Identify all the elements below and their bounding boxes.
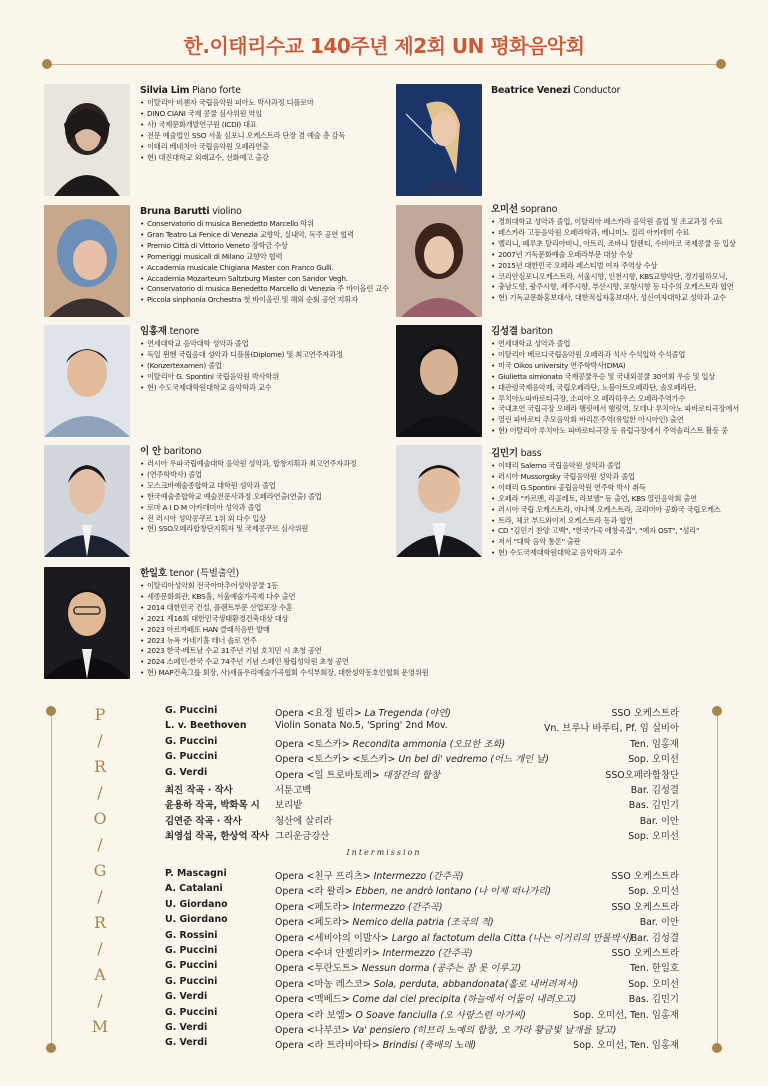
bio-line: • 이탈리아 비첸자 국립음악원 피아노 박사과정 디플로마 — [140, 98, 345, 109]
performer: Bar. 김성결 — [630, 784, 679, 796]
performer: Sop. 오미선 — [628, 831, 679, 843]
performer: Bar. 김성결 — [630, 932, 679, 944]
performer: Ten. 임홍재 — [630, 738, 679, 750]
bio-line: • 이태리 베네치아 국립음악원 오페라연출 — [140, 142, 345, 153]
performer: SSO 오케스트라 — [611, 871, 679, 882]
program-row — [165, 767, 685, 782]
program-row — [165, 960, 685, 975]
work: 서툰고백 — [275, 784, 312, 796]
performer-name: 김민기 — [491, 448, 518, 459]
composer: G. Puccini — [165, 705, 218, 716]
bio-line: • 2007년 기독문화예술 오페라부문 대상 수상 — [491, 250, 736, 261]
bio-line: • 연세대학교 음악대학 성악과 졸업 — [140, 339, 343, 350]
work: Opera <세비야의 이발사> Largo al factotum della Citta (나는 이거리의 만물박사) — [275, 932, 633, 944]
program-dot-tl — [46, 706, 56, 716]
performer-name: 오미선 — [491, 204, 518, 215]
top-left-dot — [42, 59, 52, 69]
program-right-line — [717, 711, 718, 1048]
bio-line: • 러시아 Mussorgsky 국립음악원 성악과 졸업 — [491, 472, 721, 483]
work: Opera <일 트로바토레> 대장간의 합창 — [275, 769, 441, 781]
program-dot-bl — [46, 1043, 56, 1053]
program-letter: O — [93, 809, 107, 828]
photo-bruna-barutti — [44, 205, 130, 317]
bio-line: • 현) 수도국제대학원대학교 음악학과 교수 — [491, 548, 721, 559]
bio-line: • 2023 한국-베트남 수교 31주년 기념 호치민 시 초청 공연 — [140, 646, 428, 657]
program-row — [165, 976, 685, 991]
composer: G. Puccini — [165, 1006, 218, 1018]
photo-im-hongjae — [44, 325, 130, 437]
bio-line: • DINO CIANI 국제 콩쿨 심사위원 역임 — [140, 109, 345, 120]
bio-line: • (Konzertexamen) 졸업 — [140, 361, 343, 372]
work: Violin Sonata No.5, 'Spring' 2nd Mov. — [275, 720, 448, 732]
work: Opera <페도라> Nemico della patria (조국의 적) — [275, 917, 494, 929]
performer-name: Silvia Lim — [140, 85, 190, 96]
performer: SSO 오케스트라 — [611, 708, 679, 719]
program-row — [165, 751, 685, 766]
bio-line: • 2023 아르까떼또 HAN 클래식음반 발매 — [140, 625, 428, 636]
program-row — [165, 736, 685, 751]
bio-line: • 경희대학교 성악과 졸업, 이탈리아 페스카라 음악원 졸업 및 조교과정 수료 — [491, 217, 736, 228]
program-letter: / — [97, 887, 103, 906]
composer: G. Puccini — [165, 960, 218, 972]
bio-kim-mingi — [491, 447, 721, 559]
composer: L. v. Beethoven — [165, 720, 247, 732]
program-letter: R — [93, 757, 107, 776]
performer: Bas. 김민기 — [628, 800, 679, 812]
bio-line: • 미국 Oikos university 연주학박사(DMA) — [491, 361, 739, 372]
bio-line: • 현) SSO오페라합창단지휘자 및 국제콩쿠르 심사위원 — [140, 524, 357, 535]
bio-line: • 저서 "대학 음악 통론" 출판 — [491, 537, 721, 548]
bio-im-hongjae — [140, 325, 343, 394]
work: Opera <라 보엠> O Soave fanciulla (오 사랑스런 아가씨) — [275, 1009, 526, 1021]
bio-line: • 러시아 국립 오케스트라, 야나첵 오케스트라, 크리미아 공화국 국립오케스 — [491, 505, 721, 516]
photo-lee-an — [44, 445, 130, 557]
program-row — [165, 930, 685, 945]
performer-role: tenor (특별출연) — [169, 568, 240, 579]
bio-lee-an — [140, 445, 357, 535]
bio-line: • Conservatorio di musica Benedetto Marcello di Venezia 주 바이올린 교수 — [140, 284, 389, 295]
work: Opera <나부코> Va' pensiero (히브리 노예의 합창, 오 가라 황금빛 날개를 달고) — [275, 1024, 617, 1036]
bio-line: • Premio Città di Vittorio Veneto 장학금 수상 — [140, 241, 389, 252]
bio-line: • 사) 국제문화개발연구원 (ICDI) 대표 — [140, 120, 345, 131]
performer: Sop. 오미선 — [628, 978, 679, 990]
program-letter: / — [97, 939, 103, 958]
composer: G. Puccini — [165, 751, 218, 763]
bio-line: • 연세대학교 성악과 졸업 — [491, 339, 739, 350]
bio-line: • 현) 대진대학교 외래교수, 선화예고 출강 — [140, 153, 345, 164]
performer: Sop. 오미선, Ten. 임홍재 — [573, 1040, 679, 1052]
program-letter: / — [97, 991, 103, 1010]
bio-line: • 충남도향, 광주시향, 제주시향, 부산시향, 포항시향 등 다수의 오케스트라 협연 — [491, 282, 736, 293]
bio-line: • (연주학박사) 졸업 — [140, 470, 357, 481]
program-row — [165, 813, 685, 828]
bio-line: • 전문 예술법인 SSO 서울 심포니 오케스트라 단장 겸 예술 총 감독 — [140, 131, 345, 142]
photo-kim-sunggyul — [396, 325, 482, 437]
bio-line: • Pomeriggi musicali di Milano 교향악 협력 — [140, 252, 389, 263]
work: 청산에 살리라 — [275, 815, 333, 827]
program-dot-tr — [712, 706, 722, 716]
bio-line: • Piccola sinphonia Orchestra 첫 바이올린 및 해외 순회 공연 지휘자 — [140, 295, 389, 306]
work: Opera <라 왈리> Ebben, ne andrò lontano (나 이제 떠나가리) — [275, 886, 551, 898]
bio-line: • 이탈리아성악회 전국아마추어성악콩쿨 1등 — [140, 581, 428, 592]
program-letter: R — [93, 913, 107, 932]
bio-line: • Accademia Mozarteum Saltzburg Master con Sandor Vegh. — [140, 274, 389, 285]
performer-role: violino — [212, 206, 242, 217]
performer: Sop. 오미선 — [628, 886, 679, 898]
program-letter: / — [97, 731, 103, 750]
performer: Bar. 이안 — [639, 815, 679, 827]
bio-line: • Conservatorio di musica Benedetto Marcello 학위 — [140, 219, 389, 230]
composer: G. Puccini — [165, 735, 218, 747]
program-letter: A — [94, 965, 106, 984]
bio-line: • 루치아노파바로티극장, 소피아 오 페라하우스 오페라주역가수 — [491, 394, 739, 405]
work: Opera <요정 빌리> La Tregenda (야연) — [275, 708, 451, 719]
composer: 김연준 작곡 · 작사 — [165, 815, 242, 827]
bio-line: • 이탈리아 베르디국립음악원 오페라과 석사 수석입학 수석졸업 — [491, 350, 739, 361]
performer-role: Conductor — [573, 85, 621, 96]
performer-role: soprano — [520, 204, 558, 215]
bio-line: • 벨리니, 페루초 탈리아비니, 아트리, 조바니 탈렌티, 수비아코 국제콩쿨 등 입상 — [491, 239, 736, 250]
composer: 최진 작곡 · 작사 — [165, 784, 233, 796]
bio-line: • 현) 이탈리아 루치아노 파바로티극장 등 유럽극장에서 주역솔리스트 활동 중 — [491, 426, 739, 437]
composer: G. Verdi — [165, 991, 208, 1003]
bio-line: • 현) 기독교문화홍보대사, 대한적십자홍보대사, 성신여자대학교 성악과 교수 — [491, 293, 736, 304]
program-letter: P — [94, 705, 106, 724]
bio-line: • 이태리 Salerno 국립음악원 성악과 졸업 — [491, 461, 721, 472]
photo-han-ilho — [44, 567, 130, 679]
bio-line: • 코리안심포니오케스트라, 서울시향, 인천시향, KBS교향악단, 경기필하모닉, — [491, 272, 736, 283]
work: Opera <마농 레스코> Sola, perduta, abbandonata(홀로 내버려져서) — [275, 978, 579, 990]
page-title: 한.이태리수교 140주년 제2회 UN 평화음악회 — [183, 34, 585, 58]
photo-beatrice-venezi — [396, 84, 482, 196]
composer: 최영섭 작곡, 한상억 작사 — [165, 831, 269, 843]
performer: Sop. 오미선 — [628, 754, 679, 766]
performer-role: bass — [520, 448, 542, 459]
bio-line: • 페스카라 고등음악원 오페라학과, 베니미노 질리 아카데미 수료 — [491, 228, 736, 239]
performer: SSO 오케스트라 — [611, 947, 679, 959]
performer-name: 임홍재 — [140, 326, 167, 337]
performer: Bar. 이안 — [639, 917, 679, 929]
bio-line: • 이태리 G.Spontini 공립음악원 연주학 박사 취득 — [491, 483, 721, 494]
program-row — [165, 797, 685, 812]
composer: U. Giordano — [165, 898, 228, 910]
composer: P. Mascagni — [165, 868, 227, 879]
program-row — [165, 991, 685, 1006]
bio-line: • 2015년 대한민국 오페라 페스티벌 여자 주역상 수상 — [491, 261, 736, 272]
bio-oh-misun — [491, 203, 736, 304]
program-left-line — [51, 711, 52, 1048]
top-divider — [47, 64, 721, 65]
bio-line: • 2014 대한민국 건설, 플랜트부문 산업포장 수훈 — [140, 603, 428, 614]
bio-silvia-lim — [140, 84, 345, 163]
program-dot-br — [712, 1043, 722, 1053]
program-letter: / — [97, 783, 103, 802]
work: Opera <라 트라비아타> Brindisi (축배의 노래) — [275, 1040, 477, 1052]
program-row — [165, 883, 685, 898]
top-right-dot — [716, 59, 726, 69]
program-row — [165, 1022, 685, 1037]
program-row — [165, 945, 685, 960]
composer: G. Rossini — [165, 929, 218, 941]
program-letter: M — [91, 1017, 109, 1036]
bio-line: • 대관령국제음악제, 국립오페라단, 노블아트오페라단, 솔오페라단, — [491, 383, 739, 394]
work: 보리밭 — [275, 800, 303, 812]
photo-silvia-lim — [44, 84, 130, 196]
program-part-2 — [165, 868, 685, 1053]
program-row — [165, 720, 685, 735]
performer-role: baritono — [163, 446, 202, 457]
work: Opera <투란도트> Nessun dorma (공주는 잠 못 이루고) — [275, 963, 522, 975]
composer: U. Giordano — [165, 914, 228, 926]
bio-line: • 현) MAP건축그룹 회장, 사)세움우리예술가곡협회 수석부회장, 대한성악동호인협회 운영위원 — [140, 668, 428, 679]
program-row — [165, 1037, 685, 1052]
bio-bruna-barutti — [140, 205, 389, 306]
bio-line: • 오페라 "카르멘, 리골레토, 라보엠" 등 출연, KBS 열린음악회 출연 — [491, 494, 721, 505]
bio-line: • 로마 A I D M 아카데미아 성악과 졸업 — [140, 503, 357, 514]
photo-oh-misun — [396, 205, 482, 317]
work: Opera <수녀 안젤리카> Intermezzo (간주곡) — [275, 947, 473, 959]
program-row — [165, 868, 685, 883]
bio-line: • 세종문화회관, KBS홀, 서울예술가곡제 다수 출연 — [140, 592, 428, 603]
bio-line: • 현) 수도국제대학원대학교 음악학과 교수 — [140, 383, 343, 394]
composer: G. Puccini — [165, 975, 218, 987]
bio-han-ilho — [140, 567, 428, 679]
performer-role: tenore — [169, 326, 200, 337]
bio-beatrice-venezi — [491, 84, 620, 98]
photo-kim-mingi — [396, 445, 482, 557]
program-row — [165, 899, 685, 914]
program-row — [165, 782, 685, 797]
composer: G. Verdi — [165, 1021, 208, 1033]
performer: Bas. 김민기 — [628, 994, 679, 1006]
bio-line: • 열린 파바로티 추모음악회 바리톤주역(유일한 아시아인) 출연 — [491, 415, 739, 426]
performer-name: Bruna Barutti — [140, 206, 210, 217]
bio-line: • 전 러시아 성악콩쿠르 1위 외 다수 입상 — [140, 514, 357, 525]
performer-name: 한일호 — [140, 568, 167, 579]
work: 그리운금강산 — [275, 831, 330, 843]
performer: Ten. 한일호 — [630, 963, 679, 975]
work: Opera <토스카> Recondita ammonia (오묘한 조화) — [275, 738, 506, 750]
bio-kim-sunggyul — [491, 325, 739, 437]
composer: G. Verdi — [165, 766, 208, 778]
program-letter: / — [97, 835, 103, 854]
work: Opera <친구 프리츠> Intermezzo (간주곡) — [275, 871, 464, 882]
bio-line: • CD "김민기 찬양 고백", "한국가곡 애창곡집", "예자 OST", "섬리" — [491, 526, 721, 537]
bio-line: • Giulietta simionato 국제콩쿨우승 및 국내외콩쿨 30여회 우승 및 입상 — [491, 372, 739, 383]
composer: G. Puccini — [165, 944, 218, 956]
performer-role: bariton — [520, 326, 553, 337]
bio-line: • 2023 뉴욕 카네기홀 테너 솔로 연주 — [140, 636, 428, 647]
program-letter: G — [93, 861, 107, 880]
composer: G. Verdi — [165, 1037, 208, 1049]
bio-line: • 모스크바예술종합학교 대학원 성악과 졸업 — [140, 481, 357, 492]
performer: Vn. 브루나 바루티, Pf. 임 실비아 — [543, 723, 679, 735]
bio-line: • 2021 제16회 대한민국생태환경건축대상 대상 — [140, 614, 428, 625]
work: Opera <멕베드> Come dal ciel precipita (하늘에서 어둠이 내려오고) — [275, 994, 577, 1006]
performer-name: Beatrice Venezi — [491, 85, 571, 96]
program-row — [165, 1007, 685, 1022]
bio-line: • 한국예술종합학교 예술전문사과정 오페라연출(연출) 졸업 — [140, 492, 357, 503]
performer-name: 김성결 — [491, 326, 518, 337]
bio-line: • 러시아 우파국립예술대학 음악원 성악과, 합창지휘과 최고연주자과정 — [140, 459, 357, 470]
bio-line: • Accademia musicale Chigiana Master con Franco Gulli. — [140, 263, 389, 274]
program-row — [165, 705, 685, 720]
composer: 윤용하 작곡, 박화목 시 — [165, 800, 260, 812]
composer: A. Catalani — [165, 883, 223, 895]
program-row — [165, 828, 685, 843]
performer-role: Piano forte — [192, 85, 241, 96]
bio-line: • 2024 스페인-한국 수교 74주년 기념 스페인 왕립성악원 초청 공연 — [140, 657, 428, 668]
performer-name: 이 안 — [140, 446, 161, 457]
bio-line: • 국내초연 국립극장 오페라 햄릿에서 햄릿역, 모데나 루치아노 파바로티극장에서 — [491, 404, 739, 415]
bio-line: • Gran Teatro La Fenice di Venezia 교향악, 실내악, 독주 공연 협력 — [140, 230, 389, 241]
performer: Sop. 오미선, Ten. 임홍재 — [573, 1009, 679, 1021]
bio-line: • 트라, 체코 부드와이저 오케스트라 등과 협연 — [491, 516, 721, 527]
work: Opera <페도라> Intermezzo (간주곡) — [275, 901, 443, 913]
bio-line: • 이탈리아 G. Spontini 국립음악원 박사학위 — [140, 372, 343, 383]
performer: SSO 오케스트라 — [611, 901, 679, 913]
performer: SSO오페라합창단 — [605, 769, 679, 781]
work: Opera <토스카> <토스카> Un bel di' vedremo (어느 개인 날) — [275, 754, 549, 766]
intermission-label: Intermission — [346, 848, 422, 857]
program-part-1 — [165, 705, 685, 844]
bio-line: • 독일 뮌헨 국립음대 성악과 디플롬(Diplome) 및 최고연주자과정 — [140, 350, 343, 361]
program-row — [165, 914, 685, 929]
